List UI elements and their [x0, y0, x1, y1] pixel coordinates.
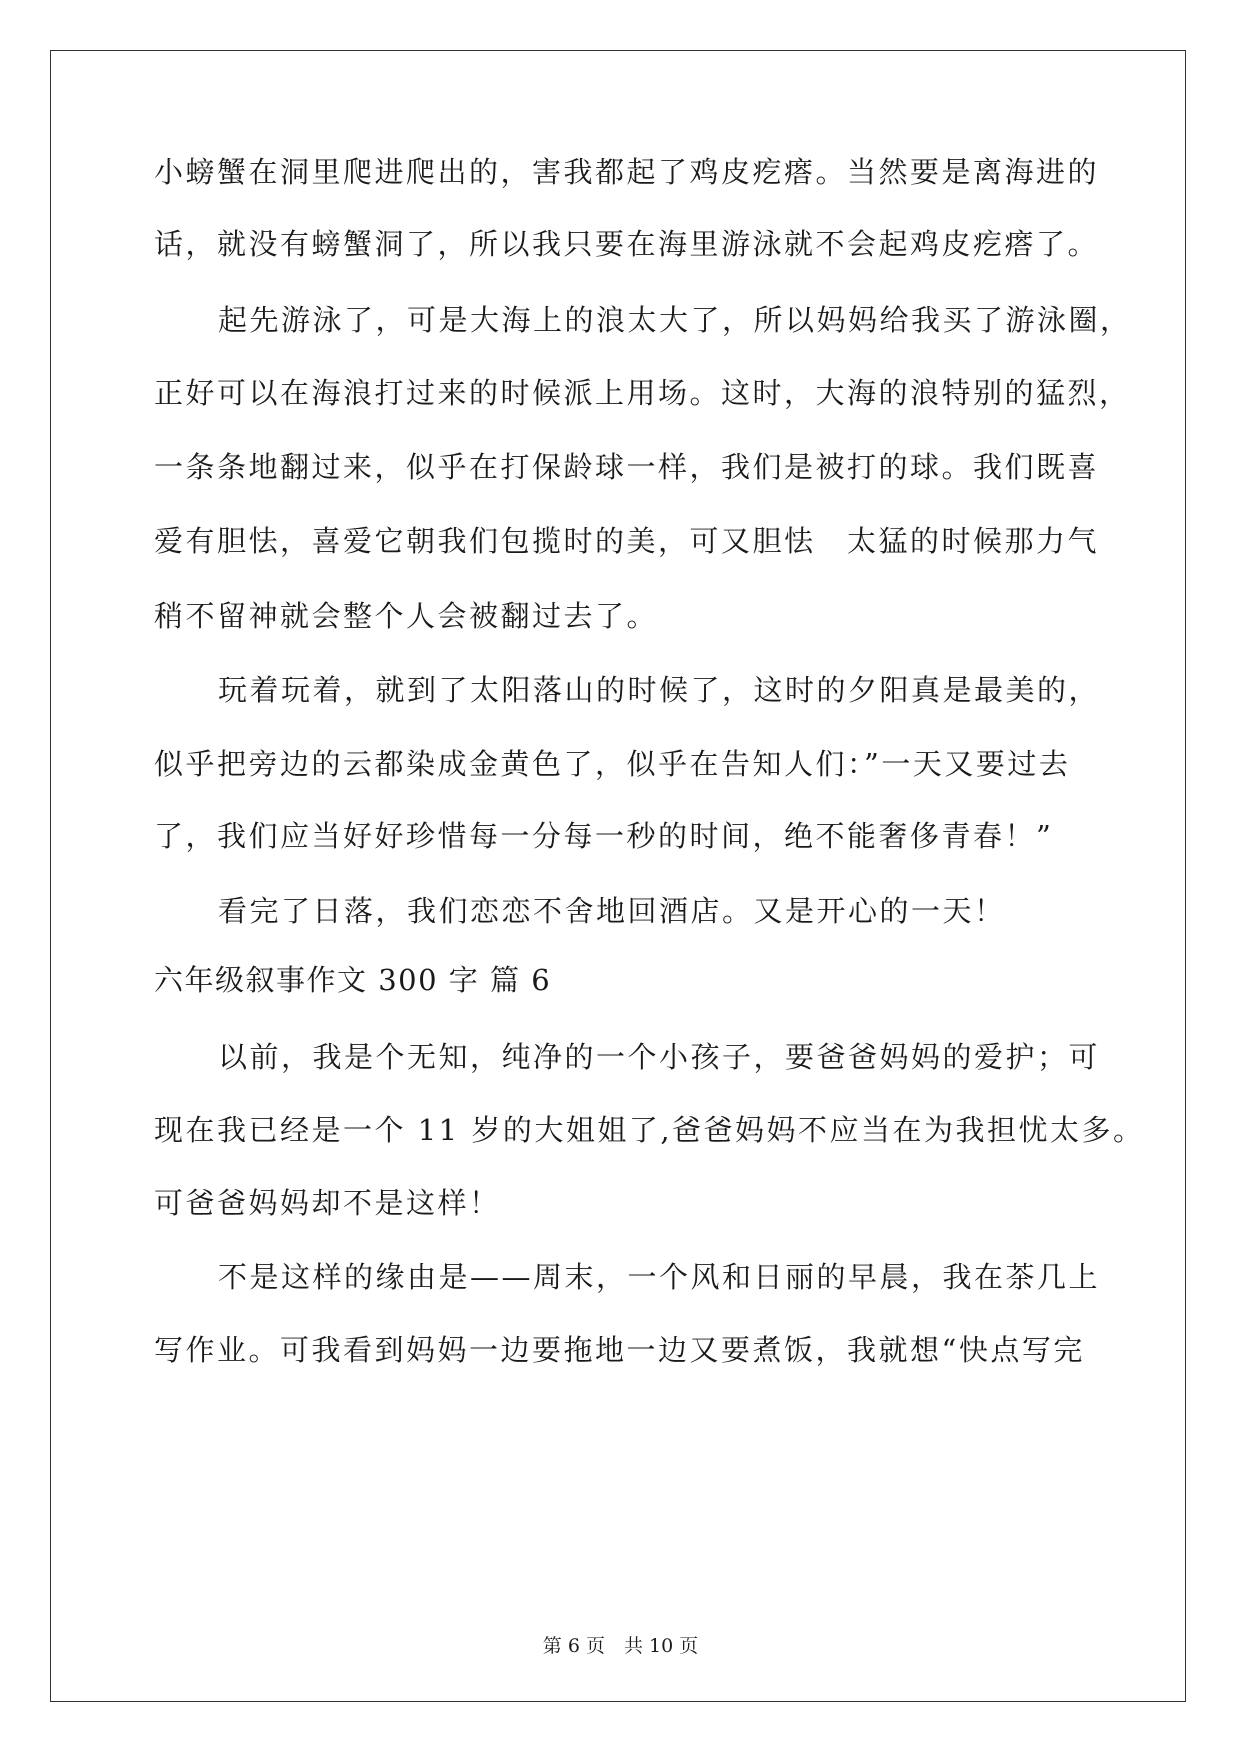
text-line: 起先游泳了，可是大海上的浪太大了，所以妈妈给我买了游泳圈， [218, 303, 1132, 337]
text-line: 以前，我是个无知，纯净的一个小孩子，要爸爸妈妈的爱护；可 [218, 1040, 1101, 1074]
page-footer [0, 1633, 1241, 1659]
text-line: 写作业。可我看到妈妈一边要拖地一边又要煮饭，我就想“快点写完 [154, 1333, 1085, 1367]
section-heading: 六年级叙事作文 300 字 篇 6 [154, 963, 552, 997]
text-line: 不是这样的缘由是——周末，一个风和日丽的早晨，我在茶几上 [218, 1260, 1101, 1294]
text-line: 话，就没有螃蟹洞了，所以我只要在海里游泳就不会起鸡皮疙瘩了。 [154, 227, 1100, 261]
text-line: 可爸爸妈妈却不是这样！ [154, 1186, 501, 1220]
text-line: 小螃蟹在洞里爬进爬出的，害我都起了鸡皮疙瘩。当然要是离海进的 [154, 155, 1100, 189]
text-line: 现在我已经是一个 11 岁的大姐姐了,爸爸妈妈不应当在为我担忧太多。 [154, 1113, 1145, 1147]
text-line: 玩着玩着，就到了太阳落山的时候了，这时的夕阳真是最美的， [218, 673, 1101, 707]
text-line: 一条条地翻过来，似乎在打保龄球一样，我们是被打的球。我们既喜 [154, 450, 1100, 484]
text-line: 爱有胆怯，喜爱它朝我们包揽时的美，可又胆怯 太猛的时候那力气 [154, 524, 1100, 558]
text-line: 正好可以在海浪打过来的时候派上用场。这时，大海的浪特别的猛烈， [154, 376, 1131, 410]
text-line: 稍不留神就会整个人会被翻过去了。 [154, 599, 659, 633]
text-line: 似乎把旁边的云都染成金黄色了，似乎在告知人们：”一天又要过去 [154, 747, 1071, 781]
text-line: 看完了日落，我们恋恋不舍地回酒店。又是开心的一天！ [218, 894, 1006, 928]
page-number-label: 第 6 页 共 10 页 [542, 1635, 699, 1657]
text-line: 了，我们应当好好珍惜每一分每一秒的时间，绝不能奢侈青春！” [154, 819, 1054, 853]
page-border [50, 50, 1186, 1702]
